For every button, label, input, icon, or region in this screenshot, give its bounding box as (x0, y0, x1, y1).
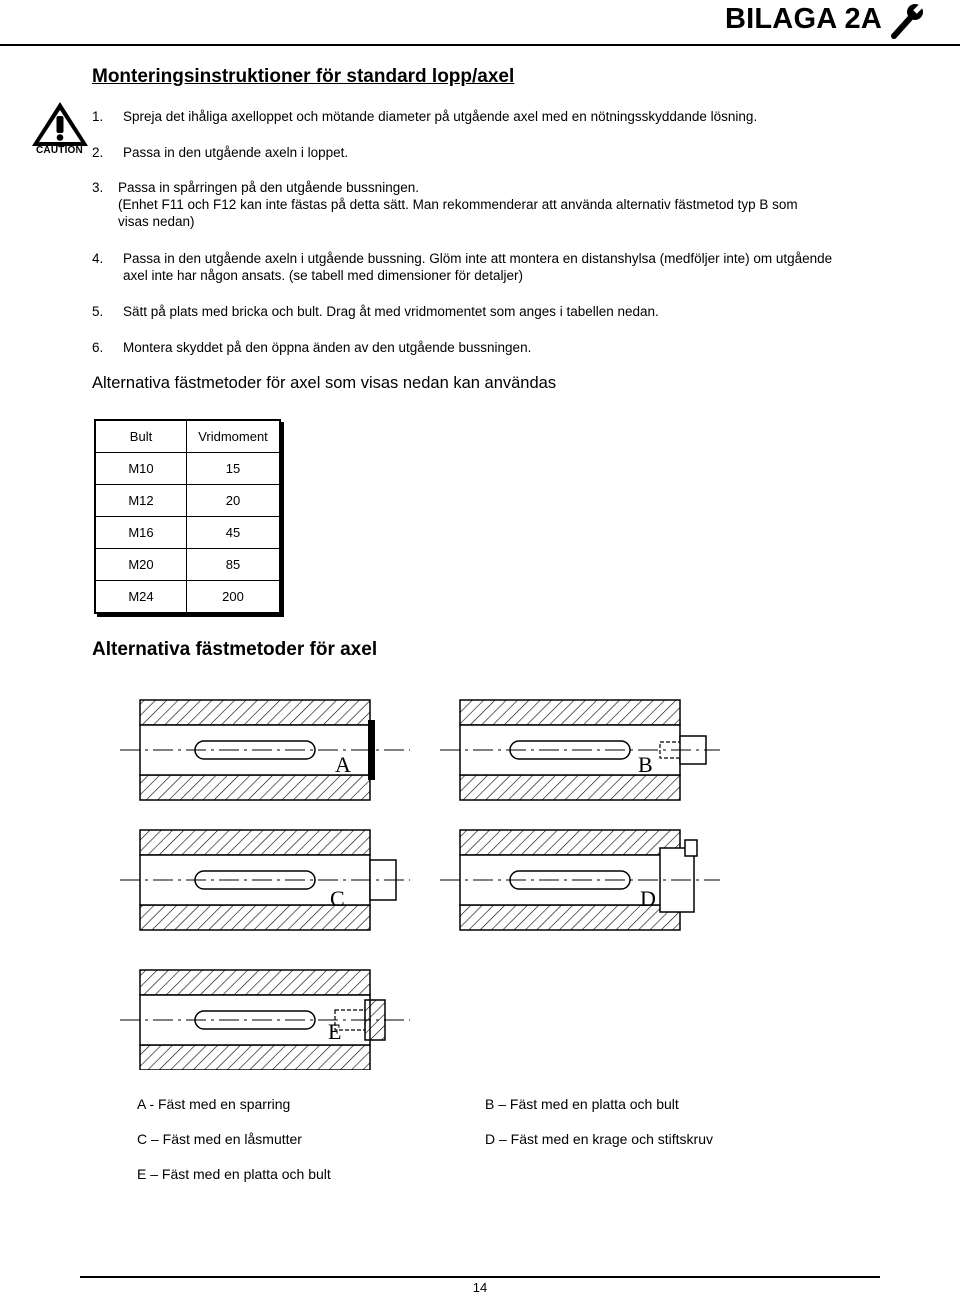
page-number: 14 (472, 1280, 488, 1295)
drawing-label-d: D (640, 886, 656, 911)
step-line: axel inte har någon ansats. (se tabell med dimensioner för detaljer) (123, 268, 523, 283)
table-cell: M20 (95, 549, 187, 581)
table-row (95, 485, 280, 517)
drawing-d (440, 830, 720, 930)
drawing-label-b: B (638, 752, 653, 777)
step-line: Spreja det ihåliga axelloppet och mötande diameter på utgående axel med en nötningsskyddande lösning. (123, 109, 758, 124)
table-row (95, 581, 280, 614)
drawing-a (120, 700, 410, 800)
step-line: Montera skyddet på den öppna änden av den utgående bussningen. (123, 340, 532, 355)
table-cell: 15 (187, 453, 281, 485)
step-line: Passa in den utgående axeln i loppet. (123, 145, 349, 160)
page-title: Monteringsinstruktioner för standard lopp/axel (92, 66, 515, 87)
table-cell: M12 (95, 485, 187, 517)
header-title: BILAGA 2A (724, 3, 882, 35)
caution-label: CAUTION (36, 145, 83, 156)
footer-divider (80, 1276, 880, 1278)
step-number: 1. (92, 109, 104, 124)
table-cell: M24 (95, 581, 187, 614)
page-header (0, 0, 960, 46)
step-line: Passa in den utgående axeln i utgående bussning. Glöm inte att montera en distanshylsa (medföljer inte) om utgående (123, 251, 833, 266)
table-cell: 85 (187, 549, 281, 581)
drawing-label-c: C (330, 886, 345, 911)
step-number: 2. (92, 145, 104, 160)
table-header-cell: Bult (95, 420, 187, 453)
step-line: Sätt på plats med bricka och bult. Drag åt med vridmomentet som anges i tabellen nedan. (123, 304, 659, 319)
table-cell: 200 (187, 581, 281, 614)
step-number: 6. (92, 340, 104, 355)
step-number: 4. (92, 251, 104, 266)
wrench-icon (886, 2, 926, 40)
alternatives-intro: Alternativa fästmetoder för axel som visas nedan kan användas (92, 374, 557, 392)
legend-item-d: D – Fäst med en krage och stiftskruv (485, 1131, 713, 1147)
legend-item-e: E – Fäst med en platta och bult (137, 1166, 331, 1182)
table-row (95, 549, 280, 581)
step-line: (Enhet F11 och F12 kan inte fästas på detta sätt. Man rekommenderar att använda alternativ fästmetod typ B som (118, 197, 798, 212)
legend-item-b: B – Fäst med en platta och bult (485, 1096, 679, 1112)
drawing-label-e: E (328, 1019, 342, 1044)
shaft-fixing-drawing (120, 690, 740, 1070)
step-number: 3. (92, 180, 104, 195)
table-cell: M10 (95, 453, 187, 485)
table-cell: M16 (95, 517, 187, 549)
table-cell: 20 (187, 485, 281, 517)
step-line: visas nedan) (118, 214, 195, 229)
drawing-e (120, 970, 410, 1070)
legend-item-a: A - Fäst med en sparring (137, 1096, 291, 1112)
table-cell: 45 (187, 517, 281, 549)
torque-table (94, 419, 281, 614)
drawing-c (120, 830, 410, 930)
legend-item-c: C – Fäst med en låsmutter (137, 1131, 302, 1147)
step-number: 5. (92, 304, 104, 319)
step-line: Passa in spårringen på den utgående bussningen. (118, 180, 419, 195)
table-row (95, 517, 280, 549)
header-divider (0, 44, 960, 46)
table-row (95, 453, 280, 485)
drawing-b (440, 700, 720, 800)
table-header-cell: Vridmoment (187, 420, 281, 453)
figure-title: Alternativa fästmetoder för axel (92, 639, 378, 660)
drawing-label-a: A (335, 752, 351, 777)
table-header-row (95, 420, 280, 453)
